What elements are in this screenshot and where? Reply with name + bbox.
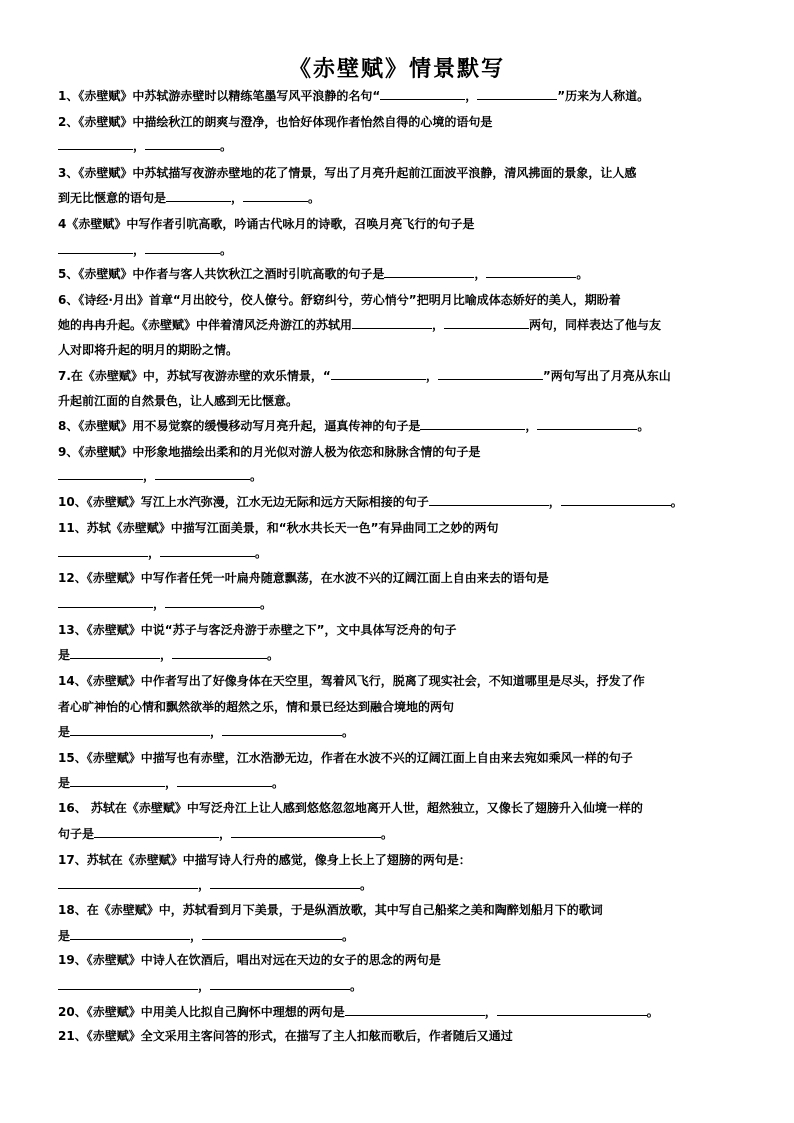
page-title: 《赤壁赋》情景默写 — [288, 56, 505, 82]
question-14-line — [58, 722, 748, 742]
question-14-line — [58, 671, 748, 691]
question-15-line — [58, 748, 748, 768]
question-text: ， — [474, 267, 487, 281]
question-text: ， — [525, 419, 538, 433]
question-number: 18、 — [58, 903, 87, 917]
question-number: 13、 — [58, 623, 87, 637]
question-text: 。 — [250, 469, 263, 483]
question-number: 12、 — [58, 571, 87, 585]
question-text: 《赤壁赋》中作者与客人共饮秋江之酒时引吭高歌的句子是 — [78, 267, 385, 281]
question-text: 两句，同样表达了他与友 — [529, 318, 662, 332]
question-text: ， — [425, 369, 438, 383]
question-number: 17、 — [58, 853, 87, 867]
question-text: 她的冉冉升起。《赤壁赋》中伴着清风泛舟游江的苏轼用 — [58, 318, 353, 332]
question-1-line — [58, 86, 748, 106]
question-12-line — [58, 594, 748, 614]
question-5-line — [58, 264, 748, 284]
answer-blank[interactable] — [420, 416, 525, 430]
question-7-line — [58, 366, 748, 386]
answer-blank[interactable] — [145, 240, 220, 254]
answer-blank[interactable] — [58, 136, 133, 150]
question-text: 。 — [360, 878, 373, 892]
question-text: ， — [231, 191, 244, 205]
question-text: 《赤壁赋》中用美人比拟自己胸怀中理想的两句是 — [86, 1005, 345, 1019]
question-text: ， — [432, 318, 445, 332]
answer-blank[interactable] — [210, 976, 350, 990]
question-number: 4 — [58, 217, 67, 231]
answer-blank[interactable] — [537, 416, 637, 430]
answer-blank[interactable] — [58, 875, 198, 889]
question-text: 升起前江面的自然景色，让人感到无比惬意。 — [58, 394, 299, 408]
question-number: 1、 — [58, 89, 79, 103]
question-3-line — [58, 163, 748, 183]
answer-blank[interactable] — [222, 722, 342, 736]
answer-blank[interactable] — [94, 824, 219, 838]
question-text: ， — [219, 827, 232, 841]
answer-blank[interactable] — [231, 824, 381, 838]
question-number: 5、 — [58, 267, 79, 281]
answer-blank[interactable] — [70, 722, 210, 736]
question-text: 。 — [308, 191, 321, 205]
answer-blank[interactable] — [486, 264, 576, 278]
question-13-line — [58, 645, 748, 665]
question-text: 《赤壁赋》中写作者引吭高歌，吟诵古代咏月的诗歌，召唤月亮飞行的句子是 — [66, 217, 475, 231]
question-text: ”历来为人称道。 — [557, 89, 650, 103]
question-text: 。 — [342, 929, 355, 943]
question-text: ， — [465, 89, 478, 103]
question-text: 《赤壁赋》全文采用主客问答的形式，在描写了主人扣舷而歌后，作者随后又通过 — [86, 1029, 513, 1043]
question-number: 16、 — [58, 801, 87, 815]
question-3-line — [58, 188, 748, 208]
question-text: 在《赤壁赋》中，苏轼写夜游赤壁的欢乐情景，“ — [70, 369, 331, 383]
question-21-line — [58, 1026, 748, 1046]
question-4-line — [58, 240, 748, 260]
question-6-line — [58, 290, 748, 310]
question-text: 苏轼在《赤壁赋》中描写诗人行舟的感觉，像身上长上了翅膀的两句是： — [86, 853, 471, 867]
question-text: ， — [148, 546, 161, 560]
question-9-line — [58, 466, 748, 486]
question-text: 《赤壁赋》中说“苏子与客泛舟游于赤壁之下”，文中具体写泛舟的句子 — [86, 623, 457, 637]
question-text: 《赤壁赋》中描写也有赤壁，江水浩渺无边，作者在水波不兴的辽阔江面上自由来去宛如乘风一样的句子 — [86, 751, 633, 765]
question-text: 。 — [220, 243, 233, 257]
answer-blank[interactable] — [160, 543, 255, 557]
answer-blank[interactable] — [58, 543, 148, 557]
question-11-line — [58, 518, 748, 538]
question-text: 。 — [255, 546, 268, 560]
question-12-line — [58, 568, 748, 588]
answer-blank[interactable] — [210, 875, 360, 889]
question-text: 。 — [350, 979, 363, 993]
question-10-line — [58, 492, 748, 512]
question-13-line — [58, 620, 748, 640]
question-number: 11、 — [58, 521, 87, 535]
question-number: 3、 — [58, 166, 79, 180]
answer-blank[interactable] — [438, 366, 543, 380]
question-number: 10、 — [58, 495, 87, 509]
question-text: 《赤壁赋》中形象地描绘出柔和的月光似对游人极为依恋和脉脉含情的句子是 — [78, 445, 481, 459]
answer-blank[interactable] — [429, 492, 549, 506]
question-text: ， — [160, 648, 173, 662]
answer-blank[interactable] — [58, 466, 143, 480]
question-text: ， — [190, 929, 203, 943]
answer-blank[interactable] — [145, 136, 220, 150]
answer-blank[interactable] — [70, 645, 160, 659]
question-text: 者心旷神怡的心情和飘然欲举的超然之乐，情和景已经达到融合境地的两句 — [58, 700, 455, 714]
question-text: 《赤壁赋》中苏轼描写夜游赤壁地的花了情景，写出了月亮升起前江面波平浪静，清风拂面的景象，让人感 — [78, 166, 637, 180]
question-text: 。 — [260, 597, 273, 611]
answer-blank[interactable] — [155, 466, 250, 480]
question-text: 。 — [220, 139, 233, 153]
question-text: 人对即将升起的明月的期盼之情。 — [58, 343, 239, 357]
question-text: 。 — [670, 495, 683, 509]
question-text: ， — [198, 878, 211, 892]
question-text: ， — [133, 243, 146, 257]
question-number: 7. — [58, 369, 71, 383]
question-8-line — [58, 416, 748, 436]
question-19-line — [58, 976, 748, 996]
question-text: 。 — [646, 1005, 659, 1019]
question-text: 《赤壁赋》中作者写出了好像身体在天空里，驾着风飞行，脱离了现实社会，不知道哪里是尽头，抒发了作 — [86, 674, 645, 688]
question-18-line — [58, 926, 748, 946]
question-text: ， — [484, 1005, 497, 1019]
question-14-line — [58, 697, 748, 717]
question-text: 《诗经·月出》首章“月出皎兮，佼人僚兮。舒窈纠兮，劳心悄兮”把明月比喻成体态娇好的美人，期盼着 — [78, 293, 621, 307]
question-number: 15、 — [58, 751, 87, 765]
question-text: 是 — [58, 929, 71, 943]
question-text: 《赤壁赋》写江上水汽弥漫，江水无边无际和远方天际相接的句子 — [86, 495, 429, 509]
answer-blank[interactable] — [352, 315, 432, 329]
question-text: 苏轼《赤壁赋》中描写江面美景，和“秋水共长天一色”有异曲同工之妙的两句 — [86, 521, 499, 535]
answer-blank[interactable] — [58, 240, 133, 254]
question-number: 14、 — [58, 674, 87, 688]
question-text: ， — [153, 597, 166, 611]
question-text: 。 — [272, 776, 285, 790]
answer-blank[interactable] — [243, 188, 308, 202]
question-text: 。 — [267, 648, 280, 662]
question-text: 《赤壁赋》用不易觉察的缓慢移动写月亮升起，逼真传神的句子是 — [78, 419, 421, 433]
question-text: ， — [210, 725, 223, 739]
question-text: 。 — [637, 419, 650, 433]
question-number: 2、 — [58, 115, 79, 129]
answer-blank[interactable] — [166, 188, 231, 202]
question-text: ， — [165, 776, 178, 790]
question-text: 到无比惬意的语句是 — [58, 191, 167, 205]
question-text: 。 — [576, 267, 589, 281]
answer-blank[interactable] — [165, 594, 260, 608]
question-text: ”两句写出了月亮从东山 — [542, 369, 671, 383]
question-text: 。 — [381, 827, 394, 841]
question-text: 在《赤壁赋》中，苏轼看到月下美景，于是纵酒放歌，其中写自己船桨之美和陶醉划船月下的歌词 — [86, 903, 603, 917]
answer-blank[interactable] — [172, 645, 267, 659]
answer-blank[interactable] — [58, 594, 153, 608]
question-4-line — [58, 214, 748, 234]
question-text: ， — [548, 495, 561, 509]
question-text: 《赤壁赋》中苏轼游赤壁时以精练笔墨写风平浪静的名句“ — [78, 89, 381, 103]
answer-blank[interactable] — [384, 264, 474, 278]
question-text: 句子是 — [58, 827, 95, 841]
question-text: ， — [143, 469, 156, 483]
question-text: 。 — [342, 725, 355, 739]
answer-blank[interactable] — [70, 926, 190, 940]
answer-blank[interactable] — [70, 773, 165, 787]
question-text: 《赤壁赋》中写作者任凭一叶扁舟随意飘荡，在水波不兴的辽阔江面上自由来去的语句是 — [86, 571, 549, 585]
question-18-line — [58, 900, 748, 920]
question-number: 9、 — [58, 445, 79, 459]
answer-blank[interactable] — [477, 86, 557, 100]
question-19-line — [58, 950, 748, 970]
question-text: ， — [133, 139, 146, 153]
question-2-line — [58, 136, 748, 156]
question-text: 《赤壁赋》中描绘秋江的朗爽与澄净，也恰好体现作者怡然自得的心境的语句是 — [78, 115, 493, 129]
question-15-line — [58, 773, 748, 793]
question-16-line — [58, 824, 748, 844]
question-6-line — [58, 315, 748, 335]
question-17-line — [58, 875, 748, 895]
answer-blank[interactable] — [380, 86, 465, 100]
question-20-line — [58, 1002, 748, 1022]
question-9-line — [58, 442, 748, 462]
question-number: 21、 — [58, 1029, 87, 1043]
question-number: 8、 — [58, 419, 79, 433]
question-number: 6、 — [58, 293, 79, 307]
question-text: 是 — [58, 648, 71, 662]
question-number: 19、 — [58, 953, 87, 967]
question-2-line — [58, 112, 748, 132]
answer-blank[interactable] — [345, 1002, 485, 1016]
question-text: 苏轼在《赤壁赋》中写泛舟江上让人感到悠悠忽忽地离开人世，超然独立，又像长了翅膀升入仙境一样的 — [86, 801, 643, 815]
question-text: ， — [198, 979, 211, 993]
question-text: 《赤壁赋》中诗人在饮酒后，唱出对远在天边的女子的思念的两句是 — [86, 953, 441, 967]
answer-blank[interactable] — [58, 976, 198, 990]
answer-blank[interactable] — [331, 366, 426, 380]
answer-blank[interactable] — [202, 926, 342, 940]
question-number: 20、 — [58, 1005, 87, 1019]
answer-blank[interactable] — [444, 315, 529, 329]
question-7-line — [58, 391, 748, 411]
question-16-line — [58, 798, 748, 818]
answer-blank[interactable] — [177, 773, 272, 787]
question-text: 是 — [58, 776, 71, 790]
answer-blank[interactable] — [561, 492, 671, 506]
question-17-line — [58, 850, 748, 870]
question-text: 是 — [58, 725, 71, 739]
question-6-line — [58, 340, 748, 360]
question-11-line — [58, 543, 748, 563]
answer-blank[interactable] — [497, 1002, 647, 1016]
